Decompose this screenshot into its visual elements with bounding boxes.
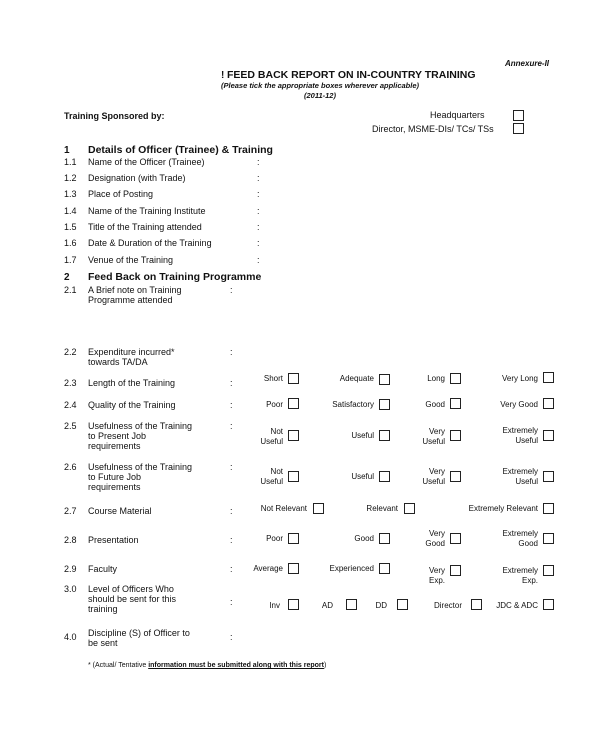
- level-ad-checkbox[interactable]: [346, 599, 357, 610]
- item-number: 1.6: [64, 238, 77, 248]
- material-not-relevant-checkbox[interactable]: [313, 503, 324, 514]
- section-2-number: 2: [64, 272, 70, 283]
- length-adequate-checkbox[interactable]: [379, 374, 390, 385]
- quality-good-checkbox[interactable]: [450, 398, 461, 409]
- colon: :: [230, 347, 233, 357]
- section-1-number: 1: [64, 145, 70, 156]
- report-year: (2011-12): [304, 91, 336, 100]
- option-label: Extremely Exp.: [502, 566, 538, 585]
- colon: :: [257, 255, 260, 265]
- future-usefulness-label: Usefulness of the Training to Future Job requirements: [88, 462, 193, 492]
- colon: :: [230, 400, 233, 410]
- material-extremely-relevant-checkbox[interactable]: [543, 503, 554, 514]
- present-usefulness-label: Usefulness of the Training to Present Job requirements: [88, 421, 193, 451]
- colon: :: [257, 173, 260, 183]
- present-extremely-useful-checkbox[interactable]: [543, 430, 554, 441]
- option-label: Very Good: [425, 529, 445, 548]
- option-label: Useful: [351, 431, 374, 440]
- item-number: 2.4: [64, 400, 77, 410]
- faculty-label: Faculty: [88, 564, 118, 574]
- option-label: Poor: [266, 534, 283, 543]
- item-number: 2.7: [64, 506, 77, 516]
- presentation-very-good-checkbox[interactable]: [450, 533, 461, 544]
- faculty-average-checkbox[interactable]: [288, 563, 299, 574]
- presentation-poor-checkbox[interactable]: [288, 533, 299, 544]
- officer-level-label: Level of Officers Who should be sent for this training: [88, 584, 177, 614]
- option-label: Good: [354, 534, 374, 543]
- colon: :: [230, 285, 233, 295]
- option-label: JDC & ADC: [496, 601, 538, 610]
- length-short-checkbox[interactable]: [288, 373, 299, 384]
- length-label: Length of the Training: [88, 378, 176, 388]
- colon: :: [230, 378, 233, 388]
- option-label: Relevant: [366, 504, 398, 513]
- option-label: Poor: [266, 400, 283, 409]
- future-useful-checkbox[interactable]: [379, 471, 390, 482]
- length-very-long-checkbox[interactable]: [543, 372, 554, 383]
- expenditure-label: Expenditure incurred* towards TA/DA: [88, 347, 175, 367]
- future-very-useful-checkbox[interactable]: [450, 471, 461, 482]
- future-not-useful-checkbox[interactable]: [288, 471, 299, 482]
- item-number: 3.0: [64, 584, 77, 594]
- footnote-suffix: ): [323, 662, 327, 669]
- footnote-info: information must be submitted along with this report: [148, 662, 324, 669]
- quality-poor-checkbox[interactable]: [288, 398, 299, 409]
- option-label: Useful: [351, 472, 374, 481]
- sponsor-headquarters-label: Headquarters: [430, 110, 485, 120]
- option-label: Short: [263, 374, 283, 383]
- option-label: Extremely Relevant: [468, 504, 538, 513]
- sponsor-director-checkbox[interactable]: [513, 123, 524, 134]
- present-very-useful-checkbox[interactable]: [450, 430, 461, 441]
- item-number: 1.4: [64, 206, 77, 216]
- option-label: Good: [425, 400, 445, 409]
- present-not-useful-checkbox[interactable]: [288, 430, 299, 441]
- item-label: Place of Posting: [88, 189, 154, 199]
- annexure-label: Annexure-II: [505, 59, 550, 68]
- option-label: Director: [433, 601, 462, 610]
- section-2-title: Feed Back on Training Programme: [88, 271, 262, 283]
- item-number: 1.3: [64, 189, 77, 199]
- colon: :: [230, 535, 233, 545]
- sponsored-label: Training Sponsored by:: [64, 111, 165, 121]
- faculty-extremely-exp-checkbox[interactable]: [543, 565, 554, 576]
- page-title: FEED BACK REPORT ON IN-COUNTRY TRAINING: [227, 69, 476, 81]
- quality-label: Quality of the Training: [88, 400, 176, 410]
- option-label: Not Useful: [260, 467, 283, 486]
- sponsor-director-label: Director, MSME-DIs/ TCs/ TSs: [372, 124, 494, 134]
- option-label: Average: [253, 564, 283, 573]
- item-label: Name of the Officer (Trainee): [88, 157, 205, 167]
- option-label: DD: [375, 601, 387, 610]
- item-label: Date & Duration of the Training: [88, 238, 212, 248]
- level-jdc-adc-checkbox[interactable]: [543, 599, 554, 610]
- colon: :: [257, 238, 260, 248]
- item-number: 1.7: [64, 255, 77, 265]
- option-label: Long: [427, 374, 445, 383]
- quality-very-good-checkbox[interactable]: [543, 398, 554, 409]
- colon: :: [230, 564, 233, 574]
- option-label: Very Good: [500, 400, 538, 409]
- option-label: Very Useful: [422, 467, 445, 486]
- item-number: 2.9: [64, 564, 77, 574]
- footnote: [88, 662, 326, 669]
- quality-satisfactory-checkbox[interactable]: [379, 399, 390, 410]
- item-label: Venue of the Training: [88, 255, 174, 265]
- presentation-good-checkbox[interactable]: [379, 533, 390, 544]
- item-number: 2.1: [64, 285, 77, 295]
- option-label: Extremely Useful: [502, 426, 538, 445]
- section-1-title: Details of Officer (Trainee) & Training: [88, 144, 273, 156]
- option-label: Very Useful: [422, 427, 445, 446]
- level-inv-checkbox[interactable]: [288, 599, 299, 610]
- brief-note-label: A Brief note on Training Programme attended: [88, 285, 182, 305]
- option-label: Not Relevant: [260, 504, 307, 513]
- option-label: Adequate: [339, 374, 374, 383]
- faculty-very-exp-checkbox[interactable]: [450, 565, 461, 576]
- item-label: Designation (with Trade): [88, 173, 186, 183]
- title-mark: !: [221, 70, 225, 81]
- colon: :: [230, 421, 233, 431]
- item-number: 2.8: [64, 535, 77, 545]
- colon: :: [257, 157, 260, 167]
- faculty-experienced-checkbox[interactable]: [379, 563, 390, 574]
- footnote-prefix: * (Actual/ Tentative: [88, 662, 149, 669]
- item-number: 2.5: [64, 421, 77, 431]
- item-label: Title of the Training attended: [88, 222, 202, 232]
- item-number: 1.1: [64, 157, 77, 167]
- item-number: 2.3: [64, 378, 77, 388]
- colon: :: [230, 632, 233, 642]
- option-label: AD: [321, 601, 333, 610]
- item-label: Name of the Training Institute: [88, 206, 206, 216]
- page-subtitle: (Please tick the appropriate boxes wherever applicable): [221, 81, 419, 90]
- sponsor-headquarters-checkbox[interactable]: [513, 110, 524, 121]
- level-dd-checkbox[interactable]: [397, 599, 408, 610]
- item-number: 2.2: [64, 347, 77, 357]
- option-label: Experienced: [329, 564, 374, 573]
- item-number: 2.6: [64, 462, 77, 472]
- material-relevant-checkbox[interactable]: [404, 503, 415, 514]
- presentation-label: Presentation: [88, 535, 139, 545]
- colon: :: [230, 597, 233, 607]
- course-material-label: Course Material: [88, 506, 152, 516]
- present-useful-checkbox[interactable]: [379, 430, 390, 441]
- colon: :: [257, 222, 260, 232]
- future-extremely-useful-checkbox[interactable]: [543, 471, 554, 482]
- item-number: 4.0: [64, 632, 77, 642]
- level-director-checkbox[interactable]: [471, 599, 482, 610]
- option-label: Very Long: [501, 374, 538, 383]
- option-label: Satisfactory: [332, 400, 374, 409]
- item-number: 1.2: [64, 173, 77, 183]
- presentation-extremely-good-checkbox[interactable]: [543, 533, 554, 544]
- item-number: 1.5: [64, 222, 77, 232]
- option-label: Inv: [269, 601, 280, 610]
- discipline-label: Discipline (S) of Officer to be sent: [88, 628, 190, 648]
- colon: :: [257, 189, 260, 199]
- option-label: Very Exp.: [428, 566, 445, 585]
- option-label: Extremely Good: [502, 529, 538, 548]
- colon: :: [257, 206, 260, 216]
- colon: :: [230, 506, 233, 516]
- option-label: Not Useful: [260, 427, 283, 446]
- colon: :: [230, 462, 233, 472]
- option-label: Extremely Useful: [502, 467, 538, 486]
- length-long-checkbox[interactable]: [450, 373, 461, 384]
